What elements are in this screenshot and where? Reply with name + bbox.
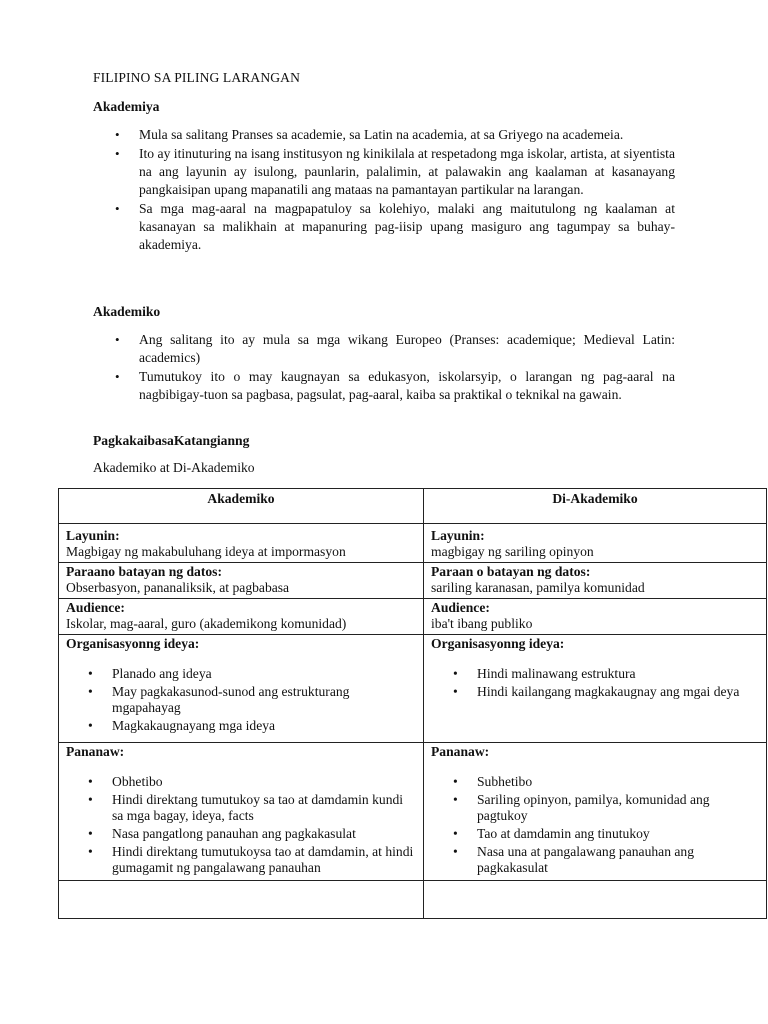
cell-bullet-list — [431, 774, 759, 876]
list-item: • Hindi malinawang estruktura — [431, 666, 759, 682]
comparison-table — [58, 488, 767, 919]
table-header-row — [59, 489, 767, 524]
table-row-empty — [59, 881, 767, 919]
table-cell — [424, 524, 767, 563]
list-item: • Hindi direktang tumutukoysa tao at damdamin, at hindi gumagamit ng pangalawang panauhan — [66, 844, 416, 876]
list-item: • May pagkakasunod-sunod ang estrukturang mgapahayag — [66, 684, 416, 716]
row-value: sariling karanasan, pamilya komunidad — [431, 580, 645, 595]
table-row — [59, 524, 767, 563]
cell-bullet-list — [66, 666, 416, 734]
list-item: • Obhetibo — [66, 774, 416, 790]
table-row — [59, 599, 767, 635]
list-item: • Planado ang ideya — [66, 666, 416, 682]
row-label: Layunin: — [66, 528, 120, 543]
section-heading-akademiya: Akademiya — [93, 99, 160, 114]
list-item: • Nasa una at pangalawang panauhan ang pagkakasulat — [431, 844, 759, 876]
comparison-heading: PagkakaibasaKatangianng — [93, 433, 250, 448]
table-row — [59, 743, 767, 881]
cell-bullet-list — [431, 666, 759, 700]
row-value: Magbigay ng makabuluhang ideya at impormasyon — [66, 544, 346, 559]
table-cell — [59, 524, 424, 563]
table-row — [59, 635, 767, 743]
table-cell — [59, 599, 424, 635]
cell-bullet-list — [66, 774, 416, 876]
table-header-di-akademiko: Di-Akademiko — [424, 489, 767, 524]
list-item: • Tao at damdamin ang tinutukoy — [431, 826, 759, 842]
row-label: Pananaw: — [66, 744, 125, 759]
row-label: Pananaw: — [431, 744, 490, 759]
list-item: • Tumutukoy ito o may kaugnayan sa edukasyon, iskolarsyip, o larangan ng pag-aaral na nagbibigay-tuon sa pagbasa, pagsulat, pag-aaral, kaiba sa praktikal o teknikal na gawain. — [93, 368, 675, 404]
row-label: Audience: — [431, 600, 490, 615]
akademiya-bullet-list — [93, 126, 675, 255]
row-value: Obserbasyon, pananaliksik, at pagbabasa — [66, 580, 290, 595]
row-label: Paraano batayan ng datos: — [66, 564, 222, 579]
comparison-subheading: Akademiko at Di-Akademiko — [93, 460, 255, 475]
row-label: Audience: — [66, 600, 125, 615]
row-value: magbigay ng sariling opinyon — [431, 544, 594, 559]
table-cell-empty — [59, 881, 424, 919]
table-cell — [59, 635, 424, 743]
row-label: Paraan o batayan ng datos: — [431, 564, 591, 579]
table-cell — [424, 743, 767, 881]
list-item: • Mula sa salitang Pranses sa academie, sa Latin na academia, at sa Griyego na academeia. — [93, 126, 675, 144]
document-title: FILIPINO SA PILING LARANGAN — [93, 70, 300, 85]
table-cell — [59, 743, 424, 881]
table-row — [59, 563, 767, 599]
table-cell — [59, 563, 424, 599]
list-item: • Ang salitang ito ay mula sa mga wikang Europeo (Pranses: academique; Medieval Latin: academics) — [93, 331, 675, 367]
akademiko-bullet-list — [93, 331, 675, 405]
row-label: Layunin: — [431, 528, 485, 543]
table-header-akademiko: Akademiko — [59, 489, 424, 524]
list-item: • Subhetibo — [431, 774, 759, 790]
table-cell — [424, 599, 767, 635]
table-cell — [424, 563, 767, 599]
list-item: • Hindi kailangang magkakaugnay ang mgai deya — [431, 684, 759, 700]
row-value: Iskolar, mag-aaral, guro (akademikong komunidad) — [66, 616, 347, 631]
section-heading-akademiko: Akademiko — [93, 304, 161, 319]
table-cell — [424, 635, 767, 743]
list-item: • Ito ay itinuturing na isang institusyon ng kinikilala at respetadong mga iskolar, artista, at siyentista na ang layunin ay isulong, paunlarin, palalimin, at palawakin ang kaalaman at kasanayang pangkaisipan upang mapanatili ang mataas na pamantayan partikular na larangan. — [93, 145, 675, 199]
row-label: Organisasyonng ideya: — [431, 636, 565, 651]
table-cell-empty — [424, 881, 767, 919]
row-label: Organisasyonng ideya: — [66, 636, 200, 651]
row-value: iba't ibang publiko — [431, 616, 533, 631]
list-item: • Sa mga mag-aaral na magpapatuloy sa kolehiyo, malaki ang maitutulong ng kaalaman at kasanayan sa malikhain at mapanuring pag-iisip upang masiguro ang tagumpay sa buhay-akademiya. — [93, 200, 675, 254]
list-item: • Sariling opinyon, pamilya, komunidad ang pagtukoy — [431, 792, 759, 824]
list-item: • Hindi direktang tumutukoy sa tao at damdamin kundi sa mga bagay, ideya, facts — [66, 792, 416, 824]
list-item: • Nasa pangatlong panauhan ang pagkakasulat — [66, 826, 416, 842]
list-item: • Magkakaugnayang mga ideya — [66, 718, 416, 734]
